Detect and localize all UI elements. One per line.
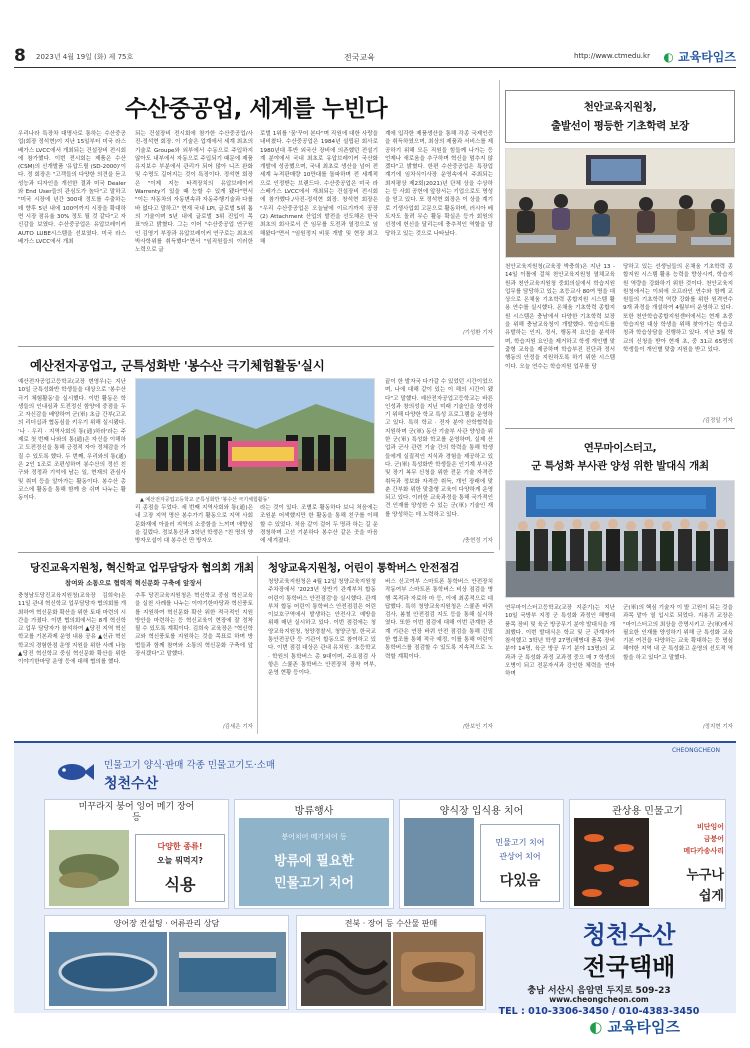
ad-box-food-title: 미꾸라지 붕어 잉어 메기 장어 등	[78, 802, 195, 823]
article-right2-col2: 군(軍)의 핵심 기술자 이 밭 고원이 되는 것을 과목 맡아 열 입시로 되었다. 지용귀 교장은 "마이스터고의 최상을 증명시키고 군(軍)에서 필요한 인재를 양성하기 위해 군 특성화 교육 기본 여건을 다양하는 교육 확대하는 등 명심해야한 지역 내 군 특성화고 운영의 선도적 역할을 하고 있다"고 말했다.	[623, 605, 733, 661]
ornamental-line4: 누구나	[686, 868, 724, 883]
site-url[interactable]: http://www.ctmedu.kr	[574, 52, 650, 60]
ad-box-stocking-title: 양식장 입식용 치어	[439, 806, 524, 817]
article4-headline: 청양교육지원청, 어린이 통학버스 안전점검	[268, 562, 459, 574]
divider	[18, 552, 494, 553]
ad-brand-small: CHEONGCHEON	[671, 747, 720, 754]
fish-farm-photo-2	[169, 932, 286, 1006]
fish-farm-photo-1	[49, 932, 167, 1006]
ad-phone: TEL : 010-3306-3450 / 010-4383-3450	[498, 1006, 700, 1017]
article2-col1: 예산전자공업고등학교(교장 변영우)는 지난 10일 군특성화반 학생들을 대상으로 '봉수산 극기 체험활동'을 실시했다. 이번 활동은 학생들의 인내심과 도전정신 함양에 중점을 두고 자신감을 배양하여 군(軍) 초급 간부(고교의 리더십과 협동심을 키우기 위해 실시됐다. '나 · 우리 · 지역사회의 통(通)하라'라는 주제로 첫 번째 나와의 통(通)은 자신을 이해하고 도전정신을 통해 긍정적 자아 정체감을 가질 수 있도록 했다. 두 번째, 우리와의 통(通)은 2인 1조로 조편성하여 봉수산의 정선 친구와 정정과 기억에 남는 일, 현재의 관심사 및 취미 등을 알아가는 활동이다. 봉수산 총 코스에 활동을 통해 함께 숨 쉬며 나누는 활동이다.	[18, 379, 126, 502]
food-card-line1: 다양한 종류!	[157, 842, 203, 851]
ad-panel-consulting-title: 양어장 컨설팅 · 어류관리 상담	[113, 919, 220, 928]
fish-farm-photo-2-art	[169, 932, 286, 1006]
article2-col3: 라는 것이 있다. 조별로 활동하다 보니 처음에는 조원분 어색했지만 한 활동을 통해 친구를 이해할 수 있었다. 처음 같이 걸어 두 명과 하는 길 운 경청하며 고선 기분하다 봉수산 같은 곳을 마음에 새겨졌다.	[260, 505, 378, 544]
article1-col4: 계에 입각한 제품생산을 통해 각종 국제인증을 취득하였으며, 최상의 제품과 서비스를 제공하기 위해 모든 직원들 힘들께 나가는 등 언제나 새로움을 추구하며 혁신을 멈추지 않겠다"고 밝혔다. 한편 수산중공업은 특장업계기에 임차식이사장 운영속에서 주최되는 최저평상 제2회(2021)년 단체 상을 수상하는 등 사회 공헌에 앞장서는 기업으로도 명성을 얻고 있다. 또 정석현 회장은 이 상을 계기로 기생사업회 고문으로 활동하며, 러시아 베트자도 돌려 무슨 활동 확실은 등가 회원의 선정에 헌신을 달리는데 충추적인 역할을 담당하고 있는 것으로 나타났다.	[385, 131, 493, 237]
article3-col2: 추후 당진교육지원청은 혁신학교 중심 혁신교육을 실천 사례를 나누는 이야기한마당과 혁신풍토를 지원하여 혁신문화 확산 위한 적극적인 지원 방안을 마련하는 등 혁신교육이 현장에 잘 정착될 수 있도록 계획이다. 김희숙 교육장은 "혁신학교와 혁신풍토를 지원하는 것을 목표로 하며 방법들과 함께 참여와 소통의 혁신문화 구축에 앞장서겠다"고 말했다.	[135, 593, 253, 658]
release-line2: 방류에 필요한	[274, 854, 354, 869]
fish-logo-icon	[54, 757, 94, 787]
ad-panel-seafood-title: 전북 · 장어 등 수산물 판매	[344, 919, 438, 928]
ad-box-ornamental	[569, 799, 726, 909]
ad-box-stocking	[399, 799, 564, 909]
ad-website[interactable]: www.cheongcheon.com	[549, 995, 649, 1004]
stocking-line3: 다있음	[499, 873, 541, 889]
ornamental-line5: 쉽게	[698, 889, 724, 904]
article4-col1: 청양교육지원청은 4월 12일 청양교육지원청 주차장에서 '2023년 상반기 관계부처 합동 어린이 통학버스 안전점검'을 실시했다. 관계부처 합동 어린이 통학버스 안전점검은 어린이보호구역에서 발생하는 안전사고 예방을 위해 매년 실시하고 있다. 이번 점검에는 청양교육지원청, 청양경찰서, 청양군청, 한국교통안전공단 등 기관이 합동으로 참여하고 있다. 이번 점검 대상은 관내 유치원 · 초등학교 · 학원의 통학버스 총 9대이며, 주요점검 사항은 스쿨존 통학버스 안전장치 장착 여부, 운영 현황 등이다.	[268, 579, 376, 677]
article1-col1: 우리나라 특장차 대명사로 통하는 수산중공업(회장 정석현)이 지난 15일부터 미국 라스베가스 LVCC에서 개최되는 건설장비 전시회에 참가했다. 이번 전시회는 제품은 수산(CSM)의 신개발품 '유압드릴 (SD-2000)'이다. 정 회장은 "고객들의 다양한 의견을 듣고 성능과 디자인을 개선한 결과 미국 Dealer와 End User들의 관심도가 높다"고 말하고 "미국 시장에 년간 300대 정도를 수출하는데 향후 5년 내에 100여까지 시장을 확대하면 시장 점유율 30% 정도 될 것 같다"고 자신감을 보였다. 수산중공업은 유압브레이커 AUTO LUBE시스템을 선보였다. 미국 라스베가스 LVCC에서 개최	[18, 131, 126, 245]
koi-photo-art	[574, 818, 649, 906]
footer-logo-text: 교육타임즈	[607, 1018, 680, 1036]
classroom-photo-art	[506, 149, 735, 258]
column-divider	[257, 556, 258, 734]
article3-byline: /김세은 기자	[222, 724, 253, 730]
article-right2-byline: /정지현 기자	[702, 724, 733, 730]
footer-logo-mark-icon: ◐	[589, 1018, 603, 1036]
ad-address: 충남 서산시 음암면 두지로 509-23	[527, 986, 671, 996]
stocking-photo	[404, 818, 474, 906]
article-right2-col1: 연무마이스터고등학교(교장 지준기)는 지난 10일 국방부 지정 군 특성화 과정인 해병대 품목 장비 및 육군 방공무기 분야 발대식을 개최했다. 이번 발대식은 학교 및 군 관계자가 참석했고 3학년 학생 27명(해병대 품목 장비 분야 14명, 육군 방공 무기 분야 13명)의 교과과 군 특성화 과정 교과정 중으 매 7 학생의 오병이 되고 전문자서과 강인한 체력을 연마하며	[505, 605, 615, 678]
ad-big-name: 청천수산	[582, 921, 676, 949]
article1-byline: /기성환 기자	[462, 330, 493, 336]
column-divider	[499, 80, 500, 550]
stocking-line2: 관상어 치어	[499, 852, 541, 861]
divider	[505, 428, 735, 429]
article-right1-col1: 천안교육지원청(교육장 박충희)은 지난 13 - 14일 이틀에 걸쳐 천안교육지원청 열채교육원과 천안교육지원청 중회의실에서 학습지원 업무를 담당하고 있는 초등교사 80여 명을 대상으로 온채움 기초학력 종합지원 시스템 활용 연수를 실시했다. 온채움 기초학력 종합지원 시스템은 충남에서 다양한 기초학력 보장을 위해 충남교육청이 개발했다. 학습지도를 유발하는 인지, 정서, 행동적 요인을 분석하며, 학습지원 요인을 제거하고 학생 개인별 맞춤형 교육을 제공하며 학습부진 진단과 정서행동의 안정을 지원하도록 하기 위한 시스템이다. 오늘 연수는 학습지원 업무를 담	[505, 264, 615, 370]
stocking-line1: 민물고기 치어	[495, 838, 545, 847]
logo-mark-icon: ◐	[663, 50, 674, 64]
article2-headline: 예산전자공업고, 군특성화반 '봉수산 극기체험활동'실시	[30, 358, 325, 373]
food-card-line3: 식용	[164, 875, 196, 894]
ceremony-photo	[505, 480, 735, 598]
ornamental-line2: 금붕어	[703, 835, 724, 843]
mountain-hike-photo-art	[136, 379, 375, 494]
ad-box-food-card	[135, 834, 225, 902]
article3-subhead: 참여와 소통으로 협력적 혁신문화 구축에 앞장서	[65, 579, 202, 587]
ad-title: 청천수산	[104, 776, 159, 792]
logo-text: 교육타임즈	[678, 50, 736, 64]
article3-col1: 충청남도당진교육지원청(교육장 김희숙)은 11일 관내 혁신학교 업무담당자 협의회를 개최하여 혁신문화 확산을 위한 토대 마련의 시간을 가졌다. 이번 협의회에서는 8개 혁신학교 업무 담당자가 참석하여 ▲당진 지역 혁신학교를 기본과제 운영 내용 공유 ▲신규 혁신학교의 경험한점 운영 지원을 위한 사례 나눔 ▲당진 혁신학교 중심 혁신문화 확산을 위한 이야기한마당 운영 등에 대해 협의를 했다.	[18, 593, 126, 666]
release-line3: 민물고기 치어	[274, 876, 354, 891]
page-number: 8	[14, 46, 26, 66]
article2-col2: 리 종점을 두었다. 세 번째 지역사회와 통(通)은 내 고장 지역 명산 봉수가기 활동으로 지역 사회문화재에 아울러 지역의 소중함을 느끼며 애향심을 길렀다. 정보통신과 3학년 학생은 "친 명의 양 방자오설이 대 봉수산 만 방자오	[135, 505, 253, 544]
article3-headline: 당진교육지원청, 혁신학교 업무담당자 협의회 개최	[30, 562, 254, 574]
issue-date: 2023년 4월 19일 (화) 제 75호	[36, 53, 134, 61]
divider	[18, 346, 494, 347]
advertisement	[14, 741, 736, 1017]
koi-photo	[574, 818, 649, 906]
mountain-hike-photo	[135, 378, 375, 494]
section-name: 전국교육	[344, 53, 375, 62]
ornamental-line3: 메다카송사리	[683, 847, 724, 855]
release-line1: 붕어치어 메기치어 등	[281, 833, 347, 841]
ad-box-stocking-card	[480, 824, 560, 902]
food-card-line2: 오늘 뭐먹지?	[156, 856, 204, 865]
ad-box-ornamental-text	[652, 822, 724, 904]
ad-box-ornamental-title: 관상용 민물고기	[612, 806, 683, 817]
fish-farm-photo-1-art	[49, 932, 167, 1006]
article-right1-head-box	[505, 90, 735, 143]
fish-logo-art	[54, 757, 94, 787]
ceremony-photo-art	[506, 481, 735, 598]
ad-big-sub: 전국택배	[582, 953, 676, 981]
ad-box-release-title: 방류행사	[294, 806, 334, 817]
ad-panel-seafood	[296, 915, 486, 1010]
article-right1-byline: /김정일 기자	[702, 418, 733, 424]
article-right2-headline-1: 연무마이스터고,	[583, 442, 657, 454]
article2-photo-caption: ▲ 예산전자공업고등학교 군특성화반 '봉수산 극기체험활동'	[140, 497, 269, 503]
eel-photo-art	[301, 932, 391, 1006]
ad-panel-consulting	[44, 915, 289, 1010]
article2-byline: /충현정 기자	[462, 538, 493, 544]
release-photo	[239, 818, 389, 906]
fish-food-photo	[49, 830, 129, 906]
eel-photo	[301, 932, 391, 1006]
ad-box-food	[44, 799, 229, 909]
article1-headline: 수산중공업, 세계를 누빈다	[125, 96, 388, 122]
article1-col2: 되는 건설장비 전시회에 참가한 수산중공업/사진-정석현 회장. 이 기술은 업계에서 세계 최초의 기술로 Groupe와 외부에서 수동으로 주입하지 않아도 내부에서 자동으로 주입되기 때문에 제품 유지보수 부분에서 관리가 되어 많아 니즈 완화 및 수명도 길어지는 것이 특징이다. 정석현 회장은 "이제 지능 타격장치의 유압브레이커 Warrenty기 있을 때 능할 수 있게 됐다"면서 "이는 자동차의 자동변속과 자동주행기술과 다를바 없다고 말하고" 현재 국내 LPI, 글로벌 5위 톱의 기술이며 5년 내에 글로벌 3위 진입이 목표"라고 밝혔다. 그는 이어 "수산중공업 연구원인 김영기 부장과 유압브레이커 연구로는 최초의 박사학위를 취득했다"면서 "임직원들의 이러한 노력으로 글	[135, 131, 253, 254]
newspaper-logo	[663, 48, 736, 65]
ad-box-release	[234, 799, 394, 909]
footer-logo	[589, 1016, 680, 1037]
classroom-photo	[505, 148, 735, 258]
ornamental-line1: 비단잉어	[696, 823, 724, 831]
article-right1-headline-2: 출발선이 평등한 기초학력 보장	[550, 120, 690, 132]
article4-col2: 버스 신고여부 스마트폰 통학버스 안전장치 작동여부 스마트폰 통학버스 비상 점검을 병행 목적과 자료하 마 등, 이에 최종적으로 대답했다. 특히 청양교육지원청은 스쿨존 바퀴 검사, 봄철 안전점검 지도 등을 통해 실시하였다. 또한 이번 점검에 대해 이번 관계한 관계 기관은 연장 바퀴 안전 점검을 통해 긴밀한 협조를 통해 적극 예정, 이를 통해 어린이 통학버스를 점검할 수 있도록 지속적으로 노력할 계획이다.	[385, 579, 493, 660]
article-right2-headline-2: 군 특성화 부사관 양성 위한 발대식 개최	[531, 460, 709, 472]
fish-food-photo-art	[49, 830, 129, 906]
article-right1-col2: 당하고 있는 선생님들의 온채움 기초학력 종합지원 시스템 활용 능력을 향상시켜, 학습지원 역량을 강화하기 위한 것이다. 천안교육지원청에서는 이외에 오프라인 연수와 함께 교원들의 기초학력 역량 강화를 위한 원격연수 9개 과정을 개설하여 4월부터 운영하고 있다. 또한 천안학습종합지원센터에서는 현재 초중 학습지원 대상 학생을 위해 찾아가는 학습코칭과 학습상담을 진행하고 있다. 지난 3월 학교의 신청을 받아 현재 초, 중 31교 65명의 학생들이 개인별 맞춤 지원을 받고 있다.	[623, 264, 733, 353]
page-header	[14, 46, 736, 68]
article1-col3: 로벌 1위를 '꿈'꾸어 본다"며 직원에 대한 사랑을 내비쳤다. 수산중공업은 1984년 설립된 회사로 1980년대 후반 외국산 장비에 의존했던 전설기계 분야에서 국내 최초로 유압브레이커 국산화 개발에 성공했으며, 국내 최초로 생산을 넘어 전 세계 누적판매량 10만대를 돌파하며 전 세계적으로 인정받는 브랜드다. 수산중공업은 미국 라스베가스 LVCC에서 개최되는 건설장비 전시회에 참가했다./사진-정석현 회장. 창석현 회장은 "우리 수산중공업은 오늘날에 이르기까지 공장(2) Attachment 산업의 발전을 선도해온 한국 최초의 회사로서 큰 임무를 도전과 열정으로 임해왔다"면서 "임원정지 비롯 개발 및 현장 최고해	[260, 131, 378, 245]
article-right1-headline-1: 천안교육지원청,	[583, 101, 657, 113]
ad-tagline: 민물고기 양식·판매 각종 민물고기도·소매	[104, 760, 276, 771]
article4-byline: /한보인 기자	[462, 724, 493, 730]
article2-col4: 끝이 한 발자국 다가갈 수 있었던 시간이었으며, 나에 대해 같이 있는 이 해의 시간이 됐다"고 말했다. 예산전자공업고등학교는 바른 인성과 창의성을 지닌 미래 기술인을 양성하기 위해 다양한 학교 특성 프로그램을 운영하고 있다. 특히 학교 · 전자 분야 산학협력을 지원하며 군(軍) 동산 기술부 사관 양성을 위한 군(軍) 특성화 학교를 운영하며, 실제 산업과 군사 관련 기술 간의 학력을 통해 학생들에게 실질적인 지식과 경험을 제공하고 있다. 군(軍) 특성화반 학생들은 인기계 부사관 및 장기 복무 신청을 위한 전문 기술 자격증 취득과 정보화 자격증 취득, 개인 장래에 맞춘 간부화 위한 맞춤형 교육이 다양하게 운영되고 있다. 이러한 교육과정을 통해 국가적인 견 인재를 양성한 수 있는 군(軍) 기술인 재를 양성하는 데 노력하고 있다.	[385, 379, 493, 518]
